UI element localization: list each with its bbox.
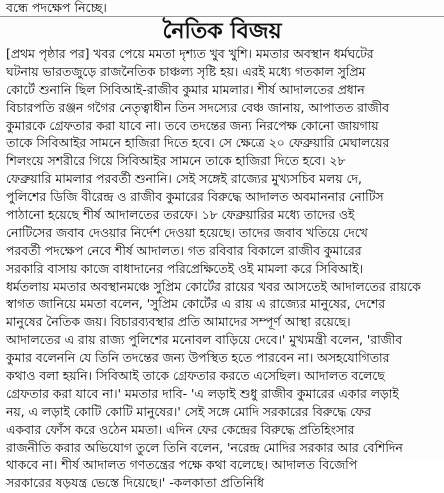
body-line: সরকারি বাসায় কাজে বাধাদানের পরিপ্রেক্ষিতেই ওই মামলা করে সিবিআই। [6,261,363,276]
body-line: কুমারকে গ্রেফতার করা যাবে না। তবে তদন্তের জন্য নিরপেক্ষ কোনো জায়গায় [6,118,379,133]
headline-band [0,16,444,44]
body-line: গ্রেফতার করা যাবে না।' মমতার দাবি- 'এ লড়াই শুধু রাজীব কুমারের একার লড়াই [6,386,399,401]
body-line: রাজনীতি করার অভিযোগ তুলে তিনি বলেন, 'নরেন্দ্র মোদির সরকার আর বেশিদিন [6,440,403,455]
body-line: নোটিসের জবাব দেওয়ার নির্দেশ দেওয়া হয়েছে। তাদের জবাব খতিয়ে দেখে [6,225,368,240]
body-line: একবার ফোঁস করে ওঠেন মমতা। এদিন ফের কেন্দ্রের বিরুদ্ধে প্রতিহিংসার [6,422,355,437]
body-line: মানুষের নৈতিক জয়। বিচারব্যবস্থার প্রতি আমাদের সম্পূর্ণ আস্থা রয়েছে। [6,315,351,330]
body-line: থাকবে না। শীর্ষ আদালত গণতন্ত্রের পক্ষে কথা বলেছে। আদালত বিজেপি [6,458,358,473]
body-line: সরকারের ষড়যন্ত্র ভেস্তে দিয়েছে।' -কলকাতা প্রতিনিধি [6,476,264,491]
body-line: নয়, এ লড়াই কোটি কোটি মানুষের।' সেই সঙ্গে মোদি সরকারের বিরুদ্ধে ফের [6,404,371,419]
body-line: পরবর্তী পদক্ষেপ নেবে শীর্ষ আদালত। গত রবিবার বিকালে রাজীব কুমারের [6,243,362,258]
body-line: কোর্টে শুনানি ছিল সিবিআই-রাজীব কুমার মামলার। শীর্ষ আদালতের প্রধান [6,82,365,97]
body-line: ধর্মতলায় মমতার অবস্থানমঞ্চে সুপ্রিম কোর্টের রায়ের খবর আসতেই আদালতের রায়কে [6,279,421,294]
body-line: [প্রথম পৃষ্ঠার পর] খবর পেয়ে মমতা দৃশ্যত খুব খুশি। মমতার অবস্থান ধর্মঘটের [6,47,374,61]
body-line: পুলিশের ডিজি বীরেন্দ্র ও রাজীব কুমারের বিরুদ্ধে আদালত অবমাননার নোটিস [6,190,384,205]
body-line: কথাও বলা হয়নি। সিবিআই তাকে গ্রেফতার করতে এসেছিল। আদালত বলেছে [6,369,385,384]
headline: নৈতিক বিজয় [162,18,282,44]
body-line: তাকে সিবিআইর সামনে হাজিরা দিতে হবে। সে ক্ষেত্রে ২০ ফেব্রুয়ারি মেঘালয়ের [6,136,390,151]
body-line: পাঠানো হয়েছে শীর্ষ আদালতের তরফে। ১৮ ফেব্রুয়ারির মধ্যে তাদের ওই [6,208,355,223]
previous-article-fragment: বন্ধে পদক্ষেপ নিচ্ছে। [6,0,107,15]
body-line: বিচারপতি রঞ্জন গগৈর নেতৃত্বাধীন তিন সদস্যের বেঞ্চ জানায়, আপাতত রাজীব [6,100,390,115]
body-line: ঘটনায় ভারতজুড়ে রাজনৈতিক চাঞ্চল্য সৃষ্টি হয়। এরই মধ্যে গতকাল সুপ্রিম [6,64,366,79]
body-line: স্বাগত জানিয়ে মমতা বলেন, 'সুপ্রিম কোর্টের এ রায় এ রাজ্যের মানুষের, দেশের [6,297,386,312]
body-line: কুমার বলেননি যে তিনি তদন্তের জন্য উপস্থিত হতে পারবেন না। অসহযোগিতার [6,351,390,366]
article-body [6,46,438,493]
body-line: ফেব্রুয়ারি মামলার পরবর্তী শুনানি। সেই সঙ্গেই রাজ্যের মুখ্যসচিব মলয় দে, [6,172,362,187]
body-line: শিলংয়ে সশরীরে গিয়ে সিবিআইর সামনে তাকে হাজিরা দিতে হবে। ২৮ [6,154,346,169]
body-line: আদালতের এ রায় রাজ্য পুলিশের মনোবল বাড়িয়ে দেবে।' মুখ্যমন্ত্রী বলেন, 'রাজীব [6,333,403,348]
